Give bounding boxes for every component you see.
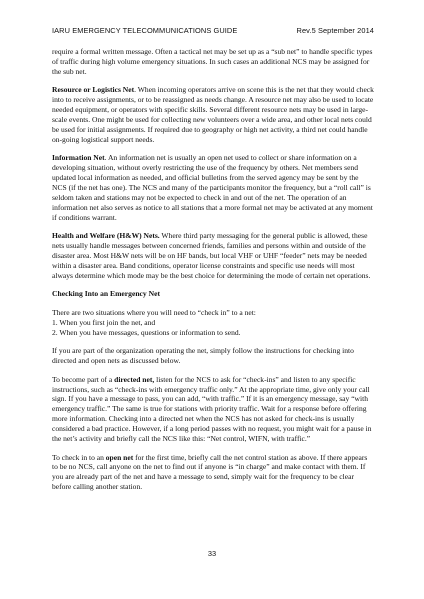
header-title: IARU EMERGENCY TELECOMMUNICATIONS GUIDE [52, 26, 238, 35]
checkin-item-1: 1. When you first join the net, and [52, 317, 156, 327]
checkin-intro [52, 308, 374, 338]
information-net-text: . An information net is usually an open net used to collect or share information on a developing situation, without overly restricting the use of the frequency by others. Net members send updated local information as needed, and official bulletins from the served agency may be sent by the NCS (if the net has one). The NCS and many of the participants monitor the frequency, but a “roll call” is seldom taken and stations may not be expected to check in and out of the net. The operation of an information net also serves as notice to all stations that a more formal net may be activated at any moment if conditions warrant. [52, 153, 373, 222]
section-heading: Checking Into an Emergency Net [52, 289, 160, 299]
open-net-text: for the first time, briefly call the net control station as above. If there appears to be no NCS, call anyone on the net to find out if anyone is “in charge” and make contact with them. If you are already part of the net and have a message to send, simply wait for the frequency to be clear before calling another station. [52, 452, 368, 492]
directed-net-text: listen for the NCS to ask for “check-ins” and listen to any specific instructions, such as “check-ins with emergency traffic only.” At the appropriate time, give only your call sign. If you have a message to pass, you can add, “with traffic.” If it is an emergency message, say “with emergency traffic.” The same is true for stations with priority traffic. Wait for a response before offering more information. Checking into a directed net when the NCS has not asked for check-ins is usually considered a bad practice. However, if a long period passes with no request, you might wait for a pause in the net’s activity and briefly call the NCS like this: “Net control, WIFN, with traffic.” [52, 374, 372, 444]
paragraph-organization: If you are part of the organization operating the net, simply follow the instructions for checking into directed and open nets as discussed below. [52, 346, 354, 366]
page-number: 33 [207, 549, 217, 558]
health-welfare-text: Where third party messaging for the general public is allowed, these nets usually handle messages between concerned friends, families and persons within and outside of the disaster area. Most H&W nets will be on HF bands, but local VHF or UHF “feeder” nets may be needed within a disaster area. Band conditions, operator license constraints and specific use needs will most always determine which mode may be the best choice for determining the mode of certain net operations. [52, 231, 371, 280]
paragraph-open-net [52, 453, 374, 493]
page-body [52, 47, 374, 492]
health-welfare-heading: Health and Welfare (H&W) Nets. [52, 231, 160, 241]
information-net-heading: Information Net [52, 153, 105, 163]
resource-net-text: . When incoming operators arrive on scene this is the net that they would check into to receive assignments, or to be reassigned as needs change. A resource net may also be used to locate needed equipment, or operators with specific skills. Several different resource nets may be used in large-scale events. One might be used for collecting new volunteers over a wide area, and other local nets could be used for initial assignments. If required due to geography or high net activity, a third net could handle on-going logistical support needs. [52, 85, 374, 144]
header-revision: Rev.5 September 2014 [296, 26, 374, 35]
paragraph-information-net [52, 153, 374, 222]
paragraph-directed-net [52, 375, 374, 444]
paragraph-health-welfare-net [52, 231, 374, 281]
open-net-lead: To check in to an [52, 452, 106, 462]
directed-net-term: directed net, [114, 374, 155, 384]
directed-net-lead: To become part of a [52, 374, 115, 384]
paragraph-resource-net [52, 85, 374, 144]
open-net-term: open net [105, 452, 134, 462]
resource-net-heading: Resource or Logistics Net [52, 85, 135, 95]
page-header [52, 26, 374, 35]
checkin-intro-text: There are two situations where you will need to “check in” to a net: [52, 307, 256, 317]
paragraph-continuation: require a formal written message. Often a tactical net may be set up as a “sub net” to handle specific types of traffic during high volume emergency situations. In such cases an additional NCS may be assigned for the sub net. [52, 47, 373, 76]
checkin-item-2: 2. When you have messages, questions or information to send. [52, 327, 241, 337]
